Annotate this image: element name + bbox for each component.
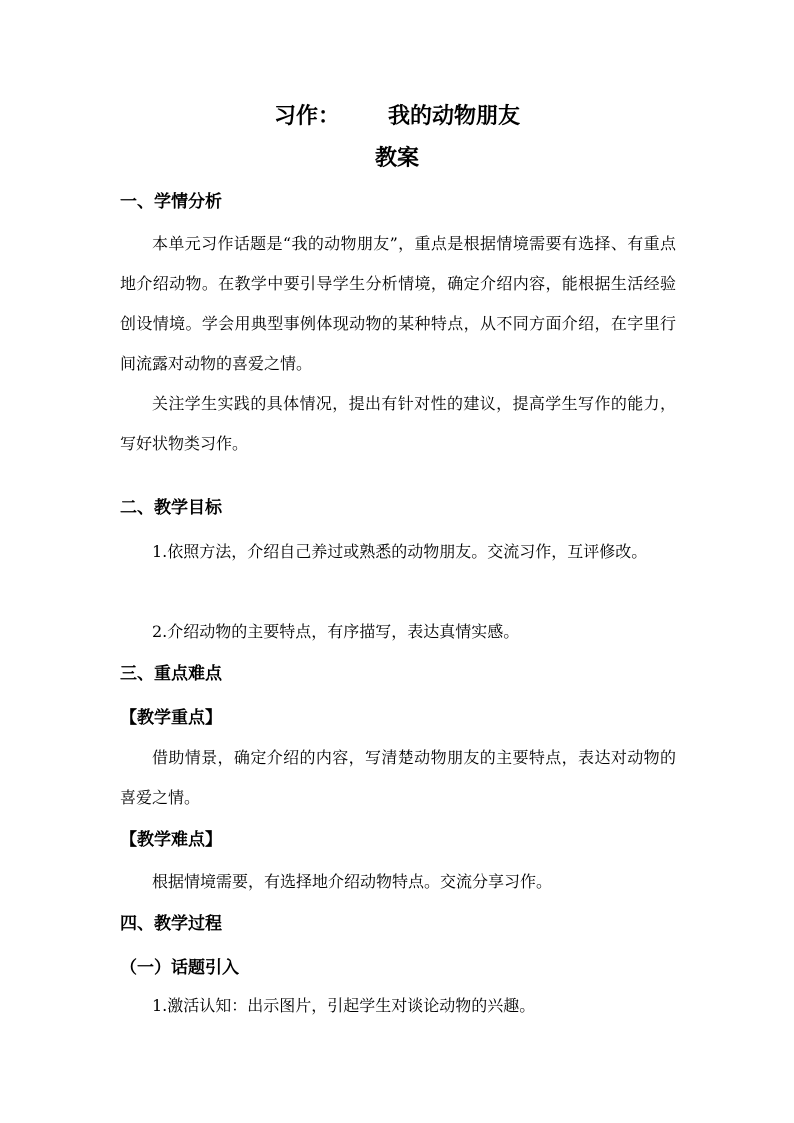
analysis-paragraph-2: 关注学生实践的具体情况，提出有针对性的建议，提高学生写作的能力，写好状物类习作。 (120, 394, 676, 453)
section-heading-objectives: 二、教学目标 (120, 498, 222, 518)
key-point-text: 借助情景，确定介绍的内容，写清楚动物朋友的主要特点，表达对动物的喜爱之情。 (120, 748, 676, 807)
difficulty-label: 【教学难点】 (120, 830, 222, 850)
title-prefix: 习作： (273, 104, 340, 129)
title-topic: 我的动物朋友 (388, 104, 521, 129)
section-heading-key-points: 三、重点难点 (120, 664, 222, 684)
process-step-1: 1.激活认知：出示图片，引起学生对谈论动物的兴趣。 (152, 996, 536, 1015)
document-subtitle: 教案 (374, 146, 419, 171)
section-heading-process: 四、教学过程 (120, 914, 222, 934)
objective-item-2: 2.介绍动物的主要特点，有序描写，表达真情实感。 (152, 622, 520, 641)
section-heading-analysis: 一、学情分析 (120, 192, 222, 212)
difficulty-text: 根据情境需要，有选择地介绍动物特点。交流分享习作。 (152, 872, 553, 891)
document-title (0, 102, 794, 132)
objective-item-1: 1.依照方法，介绍自己养过或熟悉的动物朋友。交流习作，互评修改。 (152, 542, 648, 561)
process-subheading-intro: （一）话题引入 (120, 958, 239, 978)
key-point-label: 【教学重点】 (120, 708, 222, 728)
analysis-paragraph-1: 本单元习作话题是“我的动物朋友”，重点是根据情境需要有选择、有重点地介绍动物。在教学中要引导学生分析情境，确定介绍内容，能根据生活经验创设情境。学会用典型事例体现动物的某种特点，从不同方面介绍，在字里行间流露对动物的喜爱之情。 (120, 234, 676, 373)
